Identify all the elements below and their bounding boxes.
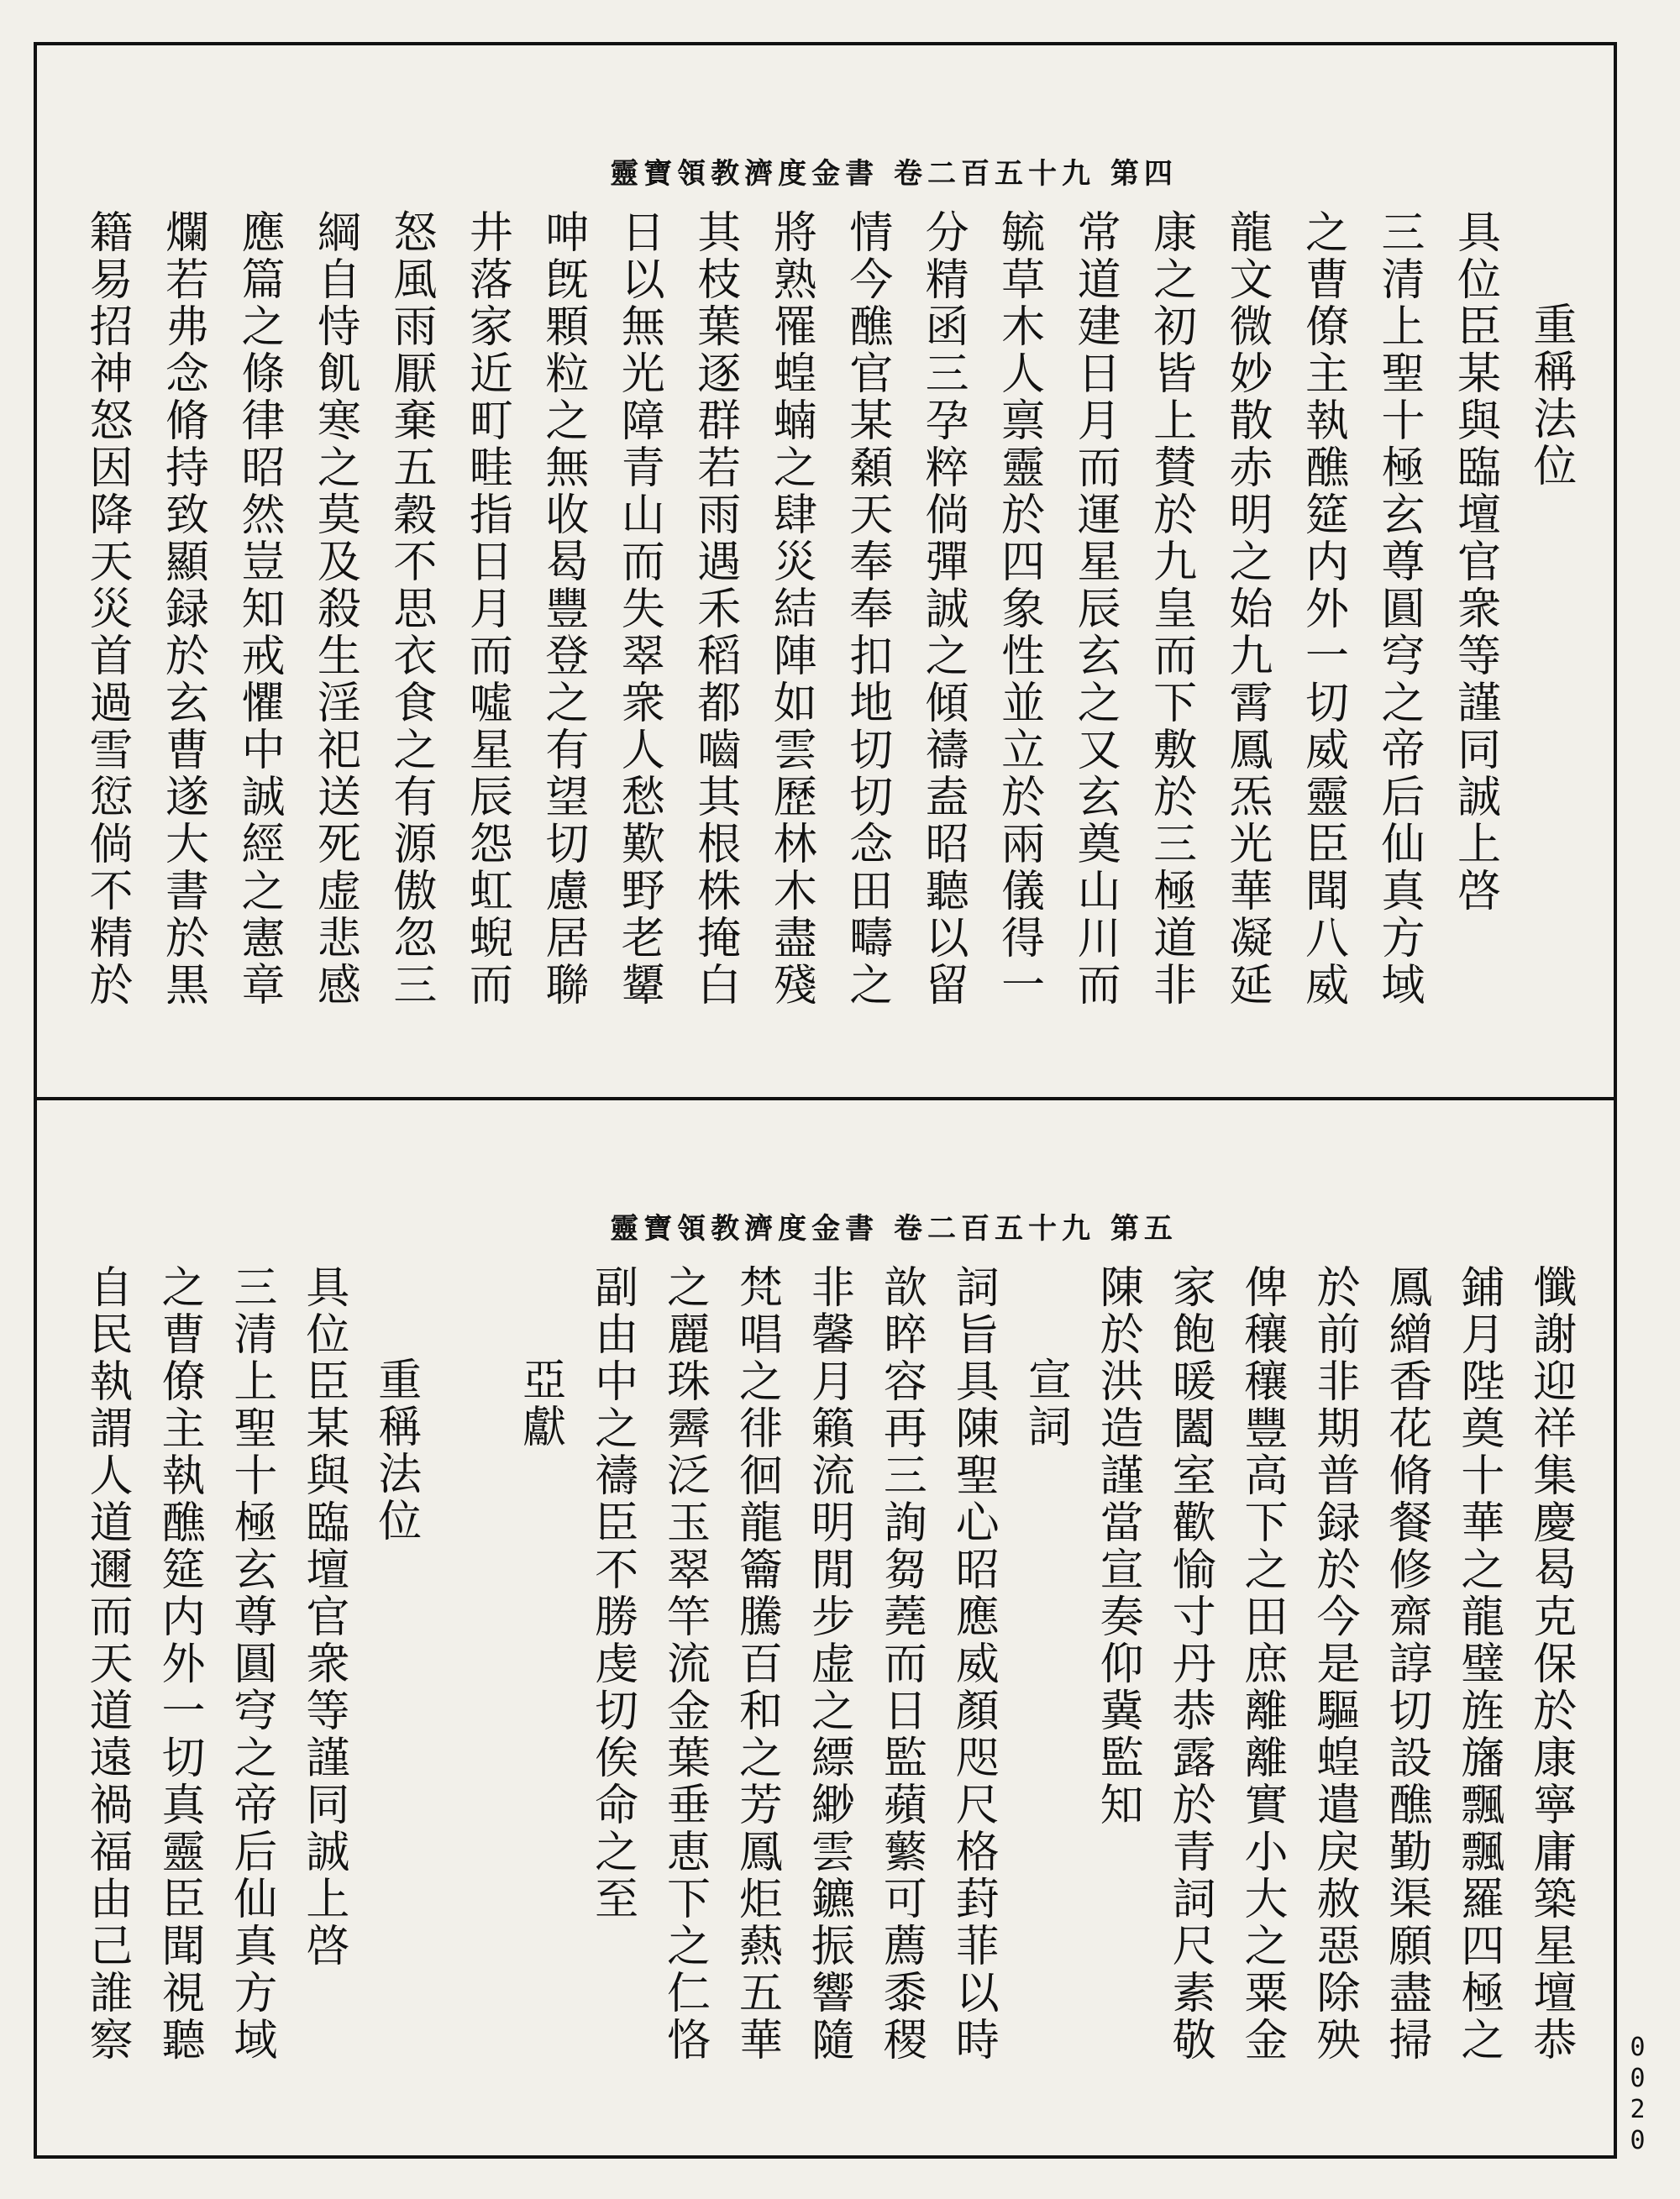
text-column: 籍易招神怒因降天災首過雪愆倘不精於 xyxy=(81,209,132,1009)
text-column: 非馨月籟流明閒步虚之縹緲雲鑣振響隨 xyxy=(803,1264,854,2064)
text-column: 常道建日月而運星辰玄之又玄奠山川而 xyxy=(1069,209,1121,1009)
text-column: 龍文微妙散赤明之始九霄鳳炁光華凝延 xyxy=(1221,209,1273,1009)
text-column: 之曹僚主執醮筵内外一切真靈臣聞視聽 xyxy=(153,1264,204,2064)
top-page-columns xyxy=(71,209,1580,1080)
text-column: 自民執謂人道邇而天道遠禍福由己誰察 xyxy=(81,1264,132,2064)
text-column: 具位臣某與臨壇官衆等謹同誠上啓 xyxy=(1449,209,1500,915)
text-column: 宣詞 xyxy=(1020,1357,1071,1451)
text-column: 具位臣某與臨壇官衆等謹同誠上啓 xyxy=(297,1264,349,1970)
text-column: 分精函三孕粹倘彈誠之傾禱盍昭聽以留 xyxy=(917,209,969,1009)
text-column: 綱自恃飢寒之莫及殺生淫祀送死虚悲感 xyxy=(309,209,360,1009)
text-column: 應篇之條律昭然豈知戒懼中誠經之憲章 xyxy=(233,209,284,1009)
text-column: 重稱法位 xyxy=(1525,302,1576,490)
text-column: 鳳繒香花脩餐修齋諄切設醮勤渠願盡掃 xyxy=(1380,1264,1431,2064)
text-column xyxy=(432,1264,497,2139)
text-column: 於前非期普録於今是驅蝗遣戾赦惡除殃 xyxy=(1308,1264,1359,2064)
text-column: 井落家近町畦指日月而噓星辰怨虹蜺而 xyxy=(461,209,512,1009)
text-column: 毓草木人禀靈於四象性並立於兩儀得一 xyxy=(993,209,1044,1009)
text-column: 之麗珠霽泛玉翠竿流金葉垂恵下之仁恪 xyxy=(659,1264,710,2064)
top-page-header: 靈寶領教濟度金書 卷二百五十九 第四 xyxy=(610,157,1178,191)
text-column: 詞旨具陳聖心昭應威顏咫尺格葑菲以時 xyxy=(948,1264,999,2064)
text-column: 梵唱之徘徊龍籥騰百和之芳鳳炬爇五華 xyxy=(731,1264,782,2064)
bottom-page-header: 靈寶領教濟度金書 卷二百五十九 第五 xyxy=(610,1212,1178,1246)
text-column: 鋪月陛奠十華之龍璧旌旛飄飄羅四極之 xyxy=(1452,1264,1504,2064)
top-page xyxy=(37,45,1614,1097)
text-column: 將熟罹蝗蝻之肆災結陣如雲歷林木盡殘 xyxy=(765,209,816,1009)
text-column: 懺謝迎祥集慶曷克保於康寧庸築星壇恭 xyxy=(1525,1264,1576,2064)
text-column: 爛若弗念脩持致顯録於玄曹遂大書於黒 xyxy=(157,209,208,1009)
text-column: 呻旣顆粒之無收曷豐登之有望切慮居聯 xyxy=(537,209,588,1009)
text-column: 三清上聖十極玄尊圓穹之帝后仙真方域 xyxy=(225,1264,276,2064)
text-column: 之曹僚主執醮筵内外一切威靈臣聞八威 xyxy=(1297,209,1348,1009)
text-column: 歆睟容再三詢芻蕘而日監蘋蘩可薦黍稷 xyxy=(875,1264,927,2064)
text-column: 陳於洪造謹當宣奏仰冀監知 xyxy=(1092,1264,1143,1829)
text-column: 重稱法位 xyxy=(370,1357,421,1545)
text-column: 俾穰穰豐高下之田庶離離實小大之粟金 xyxy=(1236,1264,1287,2064)
page-number: 0020 xyxy=(1623,2033,1652,2157)
bottom-page-columns xyxy=(71,1264,1580,2139)
text-column: 副由中之禱臣不勝虔切俟命之至 xyxy=(586,1264,638,1923)
bottom-page xyxy=(37,1100,1614,2155)
text-column: 三清上聖十極玄尊圓穹之帝后仙真方域 xyxy=(1373,209,1424,1009)
text-column: 日以無光障青山而失翠衆人愁歎野老顰 xyxy=(613,209,664,1009)
text-column: 怒風雨厭棄五穀不思衣食之有源傲忽三 xyxy=(385,209,436,1009)
text-column: 亞獻 xyxy=(514,1357,565,1451)
text-column: 其枝葉逐群若雨遇禾稻都嚙其根株掩白 xyxy=(689,209,740,1009)
text-column: 家飽暖闔室歡愉寸丹恭露於青詞尺素敬 xyxy=(1164,1264,1215,2064)
text-column: 康之初皆上賛於九皇而下敷於三極道非 xyxy=(1145,209,1196,1009)
text-column: 情今醮官某顙天奉奉扣地切切念田疇之 xyxy=(841,209,892,1009)
